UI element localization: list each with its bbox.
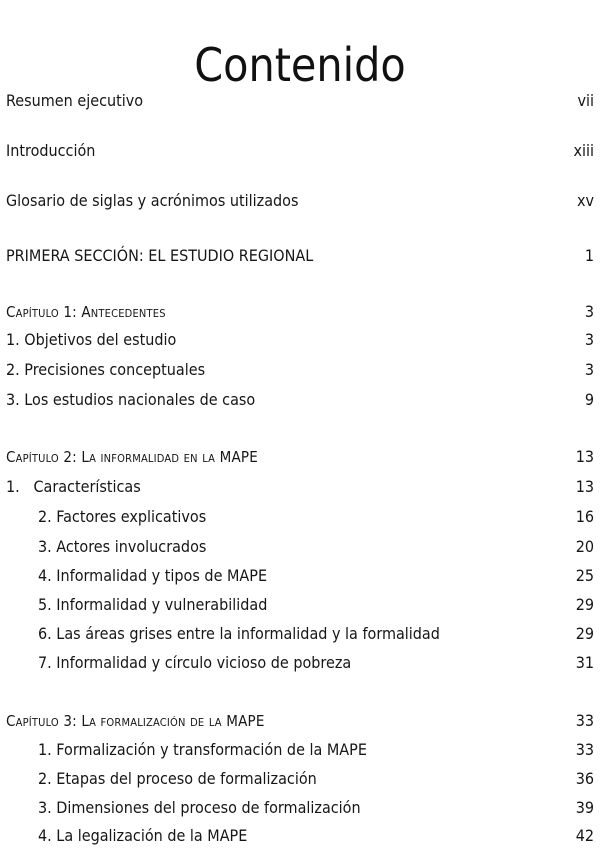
toc-entry-label: Introducción (6, 141, 96, 160)
toc-entry-label: 3. Los estudios nacionales de caso (6, 390, 256, 409)
toc-entry-label: 2. Etapas del proceso de formalización (38, 769, 317, 788)
toc-entry (0, 534, 600, 560)
toc-entry-page: xiii (573, 141, 594, 160)
toc-entry (0, 504, 600, 530)
toc-entry-label: 1. Formalización y transformación de la MAPE (38, 740, 367, 759)
toc-entry-page: 33 (575, 740, 594, 759)
toc-entry (0, 795, 600, 821)
toc-entry (0, 563, 600, 589)
toc-entry-page: 29 (575, 624, 594, 643)
toc-section-heading (0, 243, 600, 269)
toc-entry-label: 2. Precisiones conceptuales (6, 360, 206, 379)
toc-entry-introduccion (0, 138, 600, 164)
toc-entry-label: 6. Las áreas grises entre la informalidad y la formalidad (38, 624, 440, 643)
toc-entry-label: 3. Dimensiones del proceso de formalización (38, 798, 361, 817)
toc-entry (0, 621, 600, 647)
toc-entry (0, 823, 600, 849)
toc-entry-page: 25 (575, 566, 594, 585)
toc-entry-label: Capítulo 2: La informalidad en la MAPE (6, 448, 258, 466)
toc-entry-page: 1 (584, 246, 594, 265)
toc-entry (0, 650, 600, 676)
toc-entry-resumen-ejecutivo (0, 88, 600, 114)
toc-entry (0, 592, 600, 618)
page-title: Contenido (194, 37, 406, 92)
toc-entry-page: 3 (584, 330, 594, 349)
toc-entry-label: Glosario de siglas y acrónimos utilizados (6, 191, 299, 210)
toc-entry-label: Capítulo 3: La formalización de la MAPE (6, 712, 265, 730)
toc-entry-label: PRIMERA SECCIÓN: EL ESTUDIO REGIONAL (6, 246, 314, 265)
toc-entry (0, 387, 600, 413)
toc-entry-label: Resumen ejecutivo (6, 91, 144, 110)
toc-entry-page: 13 (575, 477, 594, 496)
toc-entry-page: 42 (575, 826, 594, 845)
toc-entry-page: 9 (584, 390, 594, 409)
toc-entry (0, 327, 600, 353)
toc-entry-label: 7. Informalidad y círculo vicioso de pobreza (38, 653, 352, 672)
toc-entry (0, 737, 600, 763)
toc-entry (0, 357, 600, 383)
toc-entry-label: 3. Actores involucrados (38, 537, 207, 556)
toc-entry-page: 13 (575, 447, 594, 466)
toc-entry-page: 16 (575, 507, 594, 526)
toc-entry-label: 1. Características (6, 477, 141, 496)
toc-chapter-heading (0, 708, 600, 734)
toc-entry-label: 5. Informalidad y vulnerabilidad (38, 595, 268, 614)
toc-entry-page: 3 (584, 360, 594, 379)
toc-entry-label: 4. Informalidad y tipos de MAPE (38, 566, 268, 585)
toc-entry-label: 4. La legalización de la MAPE (38, 826, 248, 845)
toc-entry-page: 31 (575, 653, 594, 672)
toc-chapter-heading (0, 299, 600, 325)
toc-entry-label: 1. Objetivos del estudio (6, 330, 177, 349)
toc-entry-page: 39 (575, 798, 594, 817)
toc-entry-page: 36 (575, 769, 594, 788)
toc-entry-page: vii (577, 91, 594, 110)
toc-entry (0, 474, 600, 500)
toc-entry-label: 2. Factores explicativos (38, 507, 207, 526)
toc-entry-page: 33 (575, 711, 594, 730)
toc-entry-page: xv (576, 191, 594, 210)
toc-chapter-heading (0, 444, 600, 470)
toc-entry-page: 20 (575, 537, 594, 556)
toc-entry-glosario (0, 188, 600, 214)
toc-entry-page: 3 (584, 302, 594, 321)
toc-entry (0, 766, 600, 792)
toc-entry-page: 29 (575, 595, 594, 614)
toc-entry-label: Capítulo 1: Antecedentes (6, 303, 166, 321)
